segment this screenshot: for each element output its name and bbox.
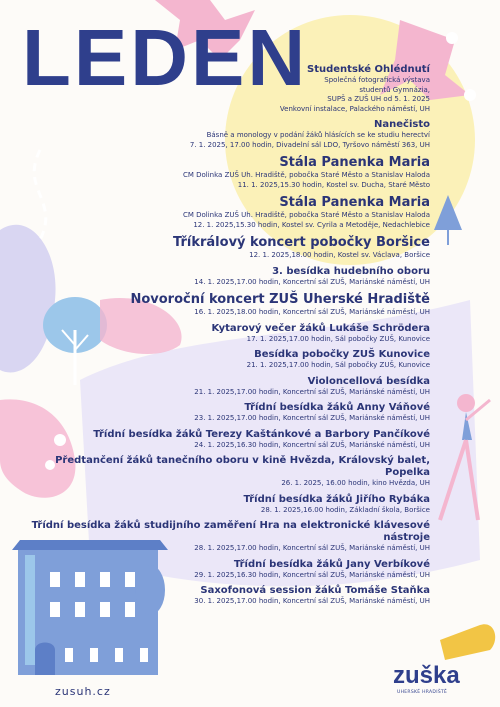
event-detail: 28. 1. 2025,17.00 hodin, Koncertní sál ZUŠ, Mariánské náměstí, UH — [194, 544, 430, 552]
event-title: Studentské Ohlédnutí — [307, 64, 430, 75]
event-item — [30, 64, 430, 114]
event-detail: 28. 1. 2025,16.00 hodin, Základní škola, Boršice — [260, 505, 430, 514]
event-detail: 17. 1. 2025,17.00 hodin, Sál pobočky ZUŠ, Kunovice — [246, 334, 430, 343]
event-title: Třídní besídka žáků Jany Verbíkové — [233, 558, 430, 570]
event-item — [30, 195, 430, 230]
event-title: Předtančení žáků tanečního oboru v kině Hvězda, Královský balet, Popelka — [55, 455, 430, 478]
event-title: 3. besídka hudebního oboru — [272, 265, 430, 277]
event-title: Tříkrálový koncert pobočky Boršice — [173, 235, 430, 250]
page-title: LEDEN — [22, 13, 309, 102]
event-item — [30, 349, 430, 371]
event-title: Nanečisto — [374, 119, 430, 130]
event-item — [30, 292, 430, 318]
logo-subtitle: UHERSKÉ HRADIŠTĚ — [397, 690, 448, 695]
event-detail: 29. 1. 2025,16.30 hodin, Koncertní sál ZUŠ, Mariánské náměstí, UH — [194, 570, 430, 579]
event-detail: SUPŠ a ZUŠ UH od 5. 1. 2025 — [327, 95, 430, 103]
event-title: Violoncellová besídka — [307, 375, 430, 387]
event-detail: 21. 1. 2025,17.00 hodin, Sál pobočky ZUŠ, Kunovice — [246, 361, 430, 369]
event-detail: Venkovní instalace, Palackého náměstí, UH — [279, 104, 430, 113]
event-detail: 23. 1. 2025,17.00 hodin, Koncertní sál ZUŠ, Mariánské náměstí, UH — [194, 414, 430, 422]
event-item — [30, 376, 430, 398]
event-item — [30, 585, 430, 607]
event-detail: CM Dolinka ZUŠ Uh. Hradiště, pobočka Staré Město a Stanislav Haloda — [182, 171, 430, 179]
event-detail: 14. 1. 2025,17.00 hodin, Koncertní sál ZUŠ, Mariánské náměstí, UH — [194, 277, 430, 286]
event-title: Třídní besídka žáků studijního zaměření Hra na elektronické klávesové nástroje — [31, 520, 430, 543]
event-title: Stála Panenka Maria — [279, 195, 430, 210]
event-detail: 12. 1. 2025,18.00 hodin, Kostel sv. Václava, Boršice — [249, 251, 430, 259]
event-item — [30, 155, 430, 190]
trumpet-shape — [440, 624, 495, 660]
event-item — [30, 323, 430, 345]
event-detail: 16. 1. 2025,18.00 hodin, Koncertní sál ZUŠ, Mariánské náměstí, UH — [194, 308, 430, 316]
event-detail: Básně a monology v podání žáků hlásících se ke studiu herectví — [206, 131, 430, 139]
event-item — [30, 119, 430, 150]
zuska-logo: zuška — [393, 662, 460, 689]
event-item — [30, 266, 430, 288]
event-title: Novoroční koncert ZUŠ Uherské Hradiště — [130, 292, 430, 307]
website-url[interactable]: zusuh.cz — [55, 685, 111, 698]
event-detail: Společná fotografická výstava — [324, 76, 430, 84]
event-detail: 30. 1. 2025,17.00 hodin, Koncertní sál ZUŠ, Mariánské náměstí, UH — [194, 597, 430, 605]
event-detail: 21. 1. 2025,17.00 hodin, Koncertní sál ZUŠ, Mariánské náměstí, UH — [194, 387, 430, 396]
event-title: Kytarový večer žáků Lukáše Schrödera — [211, 322, 430, 334]
event-detail: 24. 1. 2025,16.30 hodin, Koncertní sál ZUŠ, Mariánské náměstí, UH — [194, 440, 430, 449]
event-detail: 26. 1. 2025, 16.00 hodin, kino Hvězda, UH — [281, 479, 430, 487]
event-title: Třídní besídka žáků Jiřího Rybáka — [243, 493, 430, 505]
event-item — [30, 559, 430, 581]
event-detail: 12. 1. 2025,15.30 hodin, Kostel sv. Cyrila a Metoděje, Nedachlebice — [193, 220, 430, 229]
event-detail: 7. 1. 2025, 17.00 hodin, Divadelní sál LDO, Tyršovo náměstí 363, UH — [189, 140, 430, 149]
event-item — [30, 402, 430, 424]
event-item — [30, 520, 430, 554]
event-title: Besídka pobočky ZUŠ Kunovice — [254, 349, 430, 360]
event-detail: 11. 1. 2025,15.30 hodin, Kostel sv. Ducha, Staré Město — [237, 180, 430, 189]
event-title: Saxofonová session žáků Tomáše Staňka — [200, 585, 430, 596]
event-item — [30, 429, 430, 451]
event-title: Třídní besídka žáků Terezy Kaštánkové a Barbory Pančíkové — [93, 428, 430, 440]
event-list — [30, 64, 430, 612]
event-title: Třídní besídka žáků Anny Váňové — [244, 402, 430, 413]
event-item — [30, 455, 430, 489]
event-title: Stála Panenka Maria — [279, 155, 430, 170]
event-item — [30, 235, 430, 261]
event-item — [30, 494, 430, 516]
event-detail: CM Dolinka ZUŠ Uh. Hradiště, pobočka Staré Město a Stanislav Haloda — [182, 211, 430, 219]
event-detail: studentů Gymnázia, — [359, 85, 430, 94]
